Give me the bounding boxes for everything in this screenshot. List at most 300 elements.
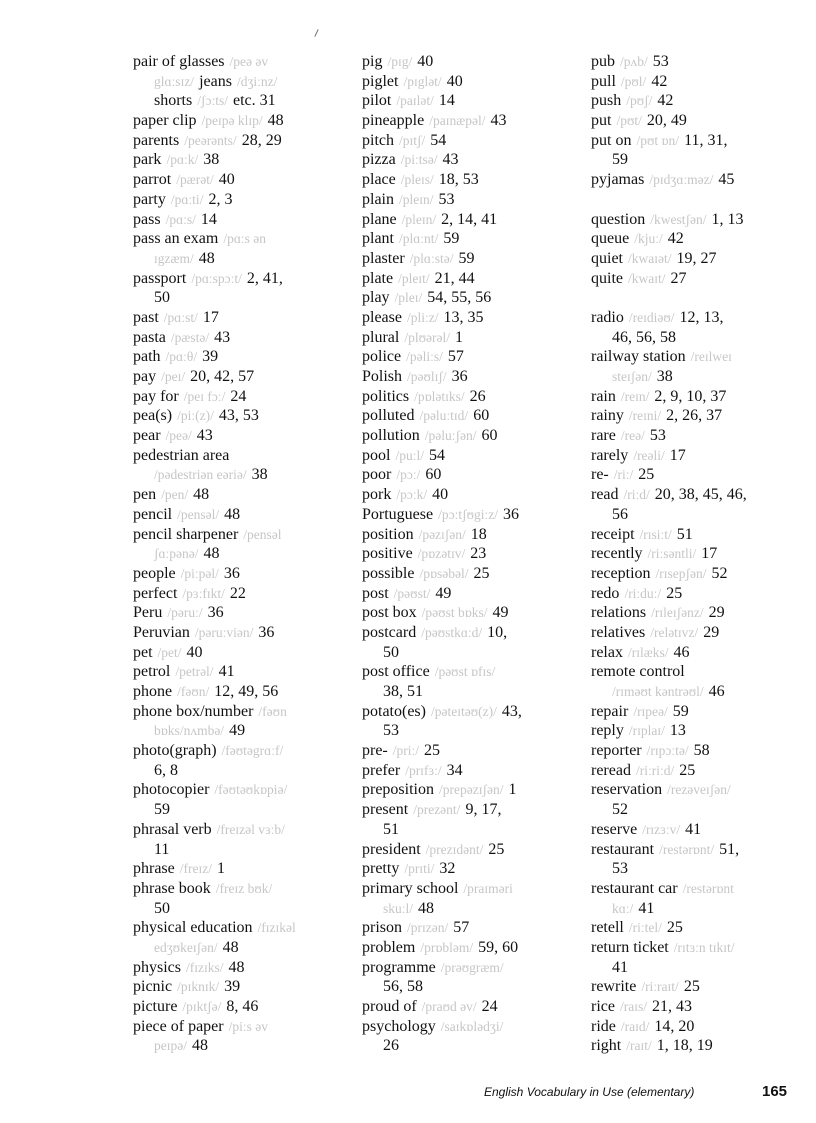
pronunciation: /rɪlæks/ (627, 644, 669, 660)
index-headword: pitch (362, 131, 394, 149)
index-line (362, 761, 587, 781)
index-headword: pay (133, 368, 157, 385)
index-line (591, 72, 801, 92)
index-line (362, 485, 587, 505)
pronunciation: /riːduː/ (624, 585, 662, 601)
page-references: 40 (186, 643, 203, 661)
index-headword: postcard (362, 623, 417, 641)
index-line (591, 1036, 801, 1056)
index-line-continuation (133, 288, 358, 308)
page-references: 52 (711, 564, 728, 582)
index-line-continuation (133, 761, 358, 781)
index-line-continuation (133, 840, 358, 860)
pronunciation: /kwestʃən/ (650, 211, 707, 227)
pronunciation: /peɪpə klɪp/ (201, 113, 263, 129)
index-headword: Peruvian (133, 623, 190, 641)
pronunciation: /pɑːk/ (166, 152, 199, 168)
pronunciation: /freɪz/ (179, 861, 212, 877)
page-references: 45 (718, 171, 735, 189)
page-references: 25 (666, 584, 683, 602)
pronunciation: /piːs əv (228, 1018, 268, 1034)
pronunciation: /pɪg/ (387, 54, 413, 69)
index-headword: position (362, 525, 414, 543)
index-line (362, 958, 587, 978)
page-references: 14 (200, 210, 217, 228)
index-headword: post (362, 584, 389, 602)
page-references: 41 (218, 663, 235, 681)
index-headword: shorts (154, 92, 193, 110)
pronunciation: /rɪtɜːn tɪkɪt/ (673, 939, 735, 955)
page-references: 17 (669, 446, 686, 464)
page-references: 48 (222, 938, 239, 956)
index-headword: picture (133, 998, 178, 1015)
page-references: 46, 56, 58 (612, 328, 676, 346)
page-references: 13 (669, 722, 686, 740)
pronunciation: /piː(z)/ (177, 408, 214, 424)
index-line (133, 52, 358, 72)
pronunciation: /fɪzɪkəl (257, 920, 296, 936)
index-line (362, 780, 587, 800)
index-headword: radio (591, 308, 624, 326)
pronunciation: /peərənts/ (184, 132, 237, 148)
index-line (362, 446, 587, 466)
index-headword: relatives (591, 623, 646, 641)
pronunciation: /rezəveɪʃən/ (667, 782, 731, 798)
page-references: 20, 42, 57 (190, 368, 255, 385)
page-references: 48 (192, 1037, 208, 1055)
page-references: 2, 14, 41 (441, 210, 498, 228)
page-references: 46 (673, 643, 690, 661)
index-headword: reservation (591, 781, 663, 799)
pronunciation: /petrəl/ (175, 664, 214, 680)
index-line (591, 52, 801, 72)
page-references: 21, 44 (434, 269, 475, 287)
page-references: 18, 53 (438, 171, 479, 189)
index-headword: piglet (362, 72, 399, 90)
pronunciation: /piːpəl/ (180, 565, 219, 581)
index-headword: queue (591, 230, 630, 248)
index-line (133, 623, 358, 643)
index-line (133, 1017, 358, 1037)
page-references: 56 (612, 505, 628, 523)
index-line (362, 269, 587, 289)
pronunciation: /pəʊst bɒks/ (421, 605, 488, 621)
page-references: 36 (223, 564, 240, 582)
page-references: 2, 41, (246, 269, 283, 287)
pronunciation: steɪʃən/ (612, 369, 652, 384)
page-references: 39 (202, 348, 219, 366)
page-references: 59 (154, 801, 170, 819)
index-line (362, 800, 587, 820)
index-line (362, 859, 587, 879)
index-headword: perfect (133, 584, 178, 602)
index-headword: primary school (362, 879, 459, 897)
index-headword: plant (362, 230, 394, 248)
index-headword: read (591, 486, 619, 504)
index-headword: pencil sharpener (133, 525, 239, 543)
index-headword: picnic (133, 978, 173, 996)
index-line-continuation (362, 721, 587, 741)
index-headword: parrot (133, 171, 172, 189)
pronunciation: /reɪlweɪ (690, 349, 732, 365)
index-line (362, 249, 587, 269)
index-line (591, 564, 801, 584)
pronunciation: skuːl/ (383, 900, 414, 916)
pronunciation: /pəluːʃən/ (424, 428, 477, 444)
index-headword: pollution (362, 427, 420, 445)
pronunciation: /piːtsə/ (400, 152, 438, 168)
index-line (362, 347, 587, 367)
page-references: 24 (481, 998, 498, 1015)
pronunciation: /freɪz bʊk/ (215, 880, 273, 896)
index-line (362, 544, 587, 564)
index-headword: pedestrian area (133, 446, 230, 464)
index-headword: pasta (133, 328, 166, 346)
index-line (591, 741, 801, 761)
page-references: 53 (438, 190, 455, 208)
pronunciation: /riːtel/ (628, 920, 662, 936)
index-line (133, 505, 358, 525)
pronunciation: /riːriːd/ (635, 762, 675, 778)
pronunciation: bɒks/nʌmbə/ (154, 723, 225, 739)
index-line (591, 347, 801, 367)
index-headword: Peru (133, 604, 163, 622)
page-references: 25 (488, 840, 505, 858)
index-line (591, 721, 801, 741)
index-line-continuation (362, 682, 587, 702)
index-headword: path (133, 348, 161, 366)
index-line-continuation (133, 465, 358, 485)
index-line (362, 603, 587, 623)
index-headword: pass an exam (133, 230, 219, 248)
pronunciation: /pɑːs ən (223, 231, 266, 247)
index-line (591, 111, 801, 131)
page-references: 29 (703, 623, 720, 641)
index-line (133, 584, 358, 604)
index-line (362, 840, 587, 860)
index-headword: plate (362, 269, 394, 287)
page-references: 11 (154, 840, 170, 858)
index-line-continuation (591, 899, 801, 919)
index-headword: receipt (591, 525, 635, 543)
index-headword: pre- (362, 742, 388, 760)
pronunciation: /pærət/ (176, 172, 214, 188)
page-references: 57 (453, 919, 470, 937)
index-headword: jeans (199, 72, 232, 90)
pronunciation: /raɪt/ (626, 1038, 652, 1054)
page-references: 43 (442, 151, 459, 169)
page-references: 14 (438, 92, 455, 110)
index-headword: post box (362, 604, 417, 622)
page-references: 51 (676, 525, 693, 543)
index-headword: plaster (362, 249, 405, 267)
page-references: 43 (490, 112, 507, 130)
pronunciation: /pədestriən eəriə/ (154, 467, 247, 483)
page-references: 10, (487, 623, 508, 641)
index-line (591, 210, 801, 230)
pronunciation: /pɒlətɪks/ (414, 388, 465, 404)
index-line (362, 702, 587, 722)
pronunciation: /praɪməri (463, 880, 513, 896)
page-references: 12, 13, (679, 308, 724, 326)
index-headword: restaurant (591, 840, 655, 858)
index-headword: park (133, 151, 162, 169)
pronunciation: /pʊl/ (620, 73, 647, 89)
pronunciation: /pɒsəbəl/ (419, 565, 469, 581)
index-line (591, 820, 801, 840)
pronunciation: /prezənt/ (413, 802, 461, 818)
index-line (133, 603, 358, 623)
index-headword: proud of (362, 998, 417, 1015)
page-references: 9, 17, (465, 801, 502, 819)
pronunciation: /riːd/ (623, 487, 650, 503)
index-line (133, 879, 358, 899)
page-references: 48 (228, 958, 245, 976)
pronunciation: /pleɪ/ (394, 290, 423, 306)
page-references: 50 (383, 643, 399, 661)
pronunciation: /rɪsiːt/ (639, 526, 672, 542)
pronunciation: /pʌb/ (620, 54, 648, 69)
index-headword: rare (591, 427, 616, 445)
index-line (133, 780, 358, 800)
page-references: 28, 29 (241, 131, 282, 149)
page-references: 49 (492, 604, 509, 622)
page-references: 48 (193, 486, 210, 504)
index-line (133, 820, 358, 840)
index-line (591, 603, 801, 623)
page-references: 1 (217, 860, 225, 878)
page-references: 59 (672, 702, 689, 720)
page-references: 40 (218, 171, 235, 189)
index-headword: plural (362, 328, 400, 346)
index-headword: post office (362, 663, 430, 681)
index-headword: pet (133, 643, 153, 661)
index-headword: phrase (133, 860, 175, 878)
page-references: 59 (443, 230, 460, 248)
pronunciation: /pɪktʃə/ (182, 999, 222, 1014)
index-line (591, 131, 801, 151)
index-line (591, 623, 801, 643)
index-line (133, 150, 358, 170)
index-headword: phrase book (133, 879, 211, 897)
pronunciation: /pɑːst/ (163, 309, 198, 325)
pronunciation: /pɔːtʃʊgiːz/ (438, 506, 499, 522)
blank-line (591, 190, 801, 210)
index-headword: redo (591, 584, 620, 602)
index-headword: reserve (591, 820, 638, 838)
index-line (133, 111, 358, 131)
index-headword: plane (362, 210, 397, 228)
index-line (362, 288, 587, 308)
pronunciation: /fɪzɪks/ (186, 959, 224, 975)
page-references: 38 (656, 368, 673, 385)
index-headword: pea(s) (133, 407, 173, 425)
index-headword: ride (591, 1017, 616, 1035)
index-column-2 (362, 52, 587, 1056)
page-references: 1, 13 (711, 210, 744, 228)
index-line (362, 170, 587, 190)
index-headword: reread (591, 761, 631, 779)
page-references: 60 (425, 466, 442, 484)
pronunciation: /pen/ (161, 487, 189, 503)
page-references: 40 (417, 53, 434, 70)
page-references: 49 (229, 722, 246, 740)
page-references: 36 (258, 623, 275, 641)
index-headword: rewrite (591, 978, 637, 996)
index-headword: Portuguese (362, 505, 434, 523)
page-references: 59, 60 (478, 938, 519, 956)
index-line (362, 564, 587, 584)
index-headword: pig (362, 53, 383, 70)
pronunciation: /peə əv (229, 54, 269, 69)
index-headword: pear (133, 427, 161, 445)
index-line-continuation (591, 367, 801, 387)
index-line (133, 406, 358, 426)
index-line (362, 131, 587, 151)
page-references: 40 (432, 486, 449, 504)
pronunciation: /pɑːti/ (170, 191, 204, 207)
pronunciation: /kwaɪt/ (628, 270, 666, 286)
index-line (362, 426, 587, 446)
pronunciation: /plɑːstə/ (409, 250, 454, 266)
index-headword: physical education (133, 919, 253, 937)
index-line-continuation (133, 800, 358, 820)
index-line (133, 210, 358, 230)
index-headword: please (362, 308, 402, 326)
index-headword: physics (133, 958, 181, 976)
pronunciation: /peɪ/ (161, 369, 186, 384)
index-headword: phrasal verb (133, 820, 212, 838)
pronunciation: /prɪzən/ (407, 920, 449, 936)
pronunciation: /freɪzəl vɜːb/ (216, 821, 285, 837)
index-line (591, 584, 801, 604)
index-headword: people (133, 564, 176, 582)
index-line (133, 702, 358, 722)
index-headword: push (591, 92, 622, 110)
index-line-continuation (591, 328, 801, 348)
pronunciation: /praʊd əv/ (421, 999, 477, 1014)
page-references: 56, 58 (383, 978, 423, 996)
index-headword: rainy (591, 407, 624, 425)
pronunciation: /fəʊtəgrɑːf/ (221, 743, 284, 759)
index-line (362, 190, 587, 210)
index-headword: pencil (133, 505, 173, 523)
index-headword: re- (591, 466, 609, 484)
page-references: 48 (267, 112, 284, 130)
page-references: 29 (708, 604, 725, 622)
index-line (362, 210, 587, 230)
index-line (591, 229, 801, 249)
pronunciation: /priː/ (392, 743, 420, 759)
index-headword: rarely (591, 446, 629, 464)
index-line (362, 505, 587, 525)
index-line (591, 308, 801, 328)
scan-stray-mark (314, 29, 318, 37)
page-references: 51, (719, 840, 740, 858)
pronunciation: /pensəl (243, 526, 282, 542)
pronunciation: /prezɪdənt/ (425, 841, 484, 857)
page-references: 48 (198, 249, 215, 267)
index-line-continuation (591, 859, 801, 879)
index-headword: remote control (591, 663, 685, 681)
index-headword: repair (591, 702, 629, 720)
index-line (133, 387, 358, 407)
pronunciation: /pɒzətɪv/ (417, 546, 466, 562)
page-references: 43 (196, 427, 213, 445)
index-column-1 (133, 52, 358, 1056)
index-line-continuation (362, 977, 587, 997)
index-line (591, 643, 801, 663)
page-references: 25 (683, 978, 700, 996)
pronunciation: /prɪti/ (404, 861, 435, 877)
index-headword: pub (591, 53, 615, 70)
pronunciation: /puːl/ (395, 447, 424, 463)
index-headword: quite (591, 269, 623, 287)
pronunciation: /paɪnæpəl/ (429, 113, 486, 129)
index-line (591, 249, 801, 269)
pronunciation: /rɪzɜːv/ (642, 821, 681, 837)
page-references: 24 (230, 387, 247, 405)
index-headword: restaurant car (591, 879, 678, 897)
pronunciation: /pəʊstkɑːd/ (421, 624, 483, 640)
page-number: 165 (762, 1083, 788, 1100)
index-line (133, 367, 358, 387)
index-headword: relax (591, 643, 623, 661)
pronunciation: /pleɪn/ (399, 191, 434, 207)
index-headword: relations (591, 604, 647, 622)
pronunciation: /pɪdʒɑːməz/ (649, 172, 714, 188)
index-line (133, 525, 358, 545)
page-references: 54 (428, 446, 445, 464)
page-references: 12, 49, 56 (214, 683, 279, 700)
index-line (133, 485, 358, 505)
page-references: 46 (708, 683, 725, 700)
index-headword: rice (591, 998, 615, 1015)
pronunciation: /fəʊn/ (177, 684, 210, 699)
index-line (133, 564, 358, 584)
index-headword: polluted (362, 407, 415, 425)
pronunciation: /rɪleɪʃənz/ (651, 605, 704, 621)
index-line (133, 347, 358, 367)
index-headword: pass (133, 210, 161, 228)
index-line-continuation (133, 1036, 358, 1056)
pronunciation: /kwaɪət/ (628, 250, 672, 266)
index-line (362, 150, 587, 170)
page-references: 59 (612, 151, 628, 169)
page-references: 19, 27 (676, 249, 717, 267)
index-headword: piece of paper (133, 1017, 224, 1035)
index-headword: petrol (133, 663, 171, 681)
page-references: 43, (501, 702, 522, 720)
page-references: 1, 18, 19 (656, 1037, 713, 1055)
index-headword: parents (133, 131, 180, 149)
index-line (362, 465, 587, 485)
index-headword: put on (591, 131, 632, 149)
page-references: 53 (383, 722, 399, 740)
index-line-continuation (133, 544, 358, 564)
page-references: 36 (503, 505, 520, 523)
pronunciation: /pəluːtɪd/ (419, 408, 469, 424)
index-line (591, 879, 801, 899)
page-references: 41 (612, 958, 628, 976)
index-line (591, 840, 801, 860)
index-headword: poor (362, 466, 392, 484)
page-references: 52 (612, 801, 628, 819)
pronunciation: /relətɪvz/ (650, 624, 699, 640)
index-line-continuation (133, 899, 358, 919)
page-references: 36 (451, 368, 468, 385)
page-references: 60 (473, 407, 490, 425)
